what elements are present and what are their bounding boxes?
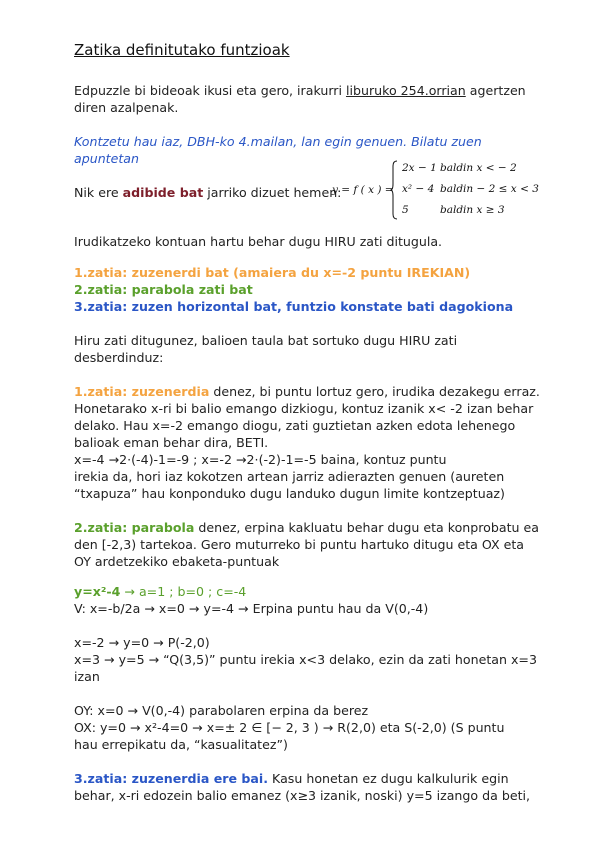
formula-row-3-cond: baldin x ≥ 3 bbox=[440, 204, 505, 216]
oy-intercept-line: OY: x=0 → V(0,-4) parabolaren erpina da berez bbox=[74, 703, 369, 718]
formula-row-1-expr: 2x − 1 bbox=[402, 162, 437, 174]
parabola-equation: y=x²-4 bbox=[74, 584, 121, 599]
example-text: Nik ere bbox=[74, 185, 123, 200]
textbook-link[interactable]: liburuko 254.orrian bbox=[345, 83, 466, 98]
vertex-line: V: x=-b/2a → x=0 → y=-4 → Erpina puntu hau da V(0,-4) bbox=[74, 601, 429, 616]
note-line1: Kontzetu hau iaz, DBH-ko 4.mailan, lan egin genuen. Bilatu zuen bbox=[74, 134, 482, 149]
part3-line2: behar, x-ri edozein balio emanez (x≥3 izanik, noski) y=5 izango da beti, bbox=[74, 788, 531, 803]
part-3-heading: 3.zatia: zuzen horizontal bat, funtzio konstate bati dagokiona bbox=[74, 299, 514, 314]
formula-row-3-expr: 5 bbox=[402, 204, 409, 216]
intro-line2: diren azalpenak. bbox=[74, 100, 179, 115]
part2-line2: den [-2,3) tartekoa. Gero muturreko bi puntu hartuko ditugu eta OX eta bbox=[74, 537, 525, 552]
part1-line1 bbox=[74, 383, 544, 400]
point-q-line2: izan bbox=[74, 669, 100, 684]
part1-line1-text: denez, bi puntu lortuz gero, irudika dezakegu erraz. bbox=[209, 384, 540, 399]
table-intro-line2: desberdinduz: bbox=[74, 350, 164, 365]
part3-label: 3.zatia: zuzenerdia ere bai. bbox=[74, 771, 269, 786]
part-2-heading: 2.zatia: parabola zati bat bbox=[74, 282, 253, 297]
page-title: Zatika definitutako funtzioak bbox=[74, 41, 290, 59]
part1-line3: delako. Hau x=-2 emango diogu, zati guztietan azken edota lehenego bbox=[74, 418, 516, 433]
part2-line3: OY ardetzekiko ebaketa-puntuak bbox=[74, 554, 280, 569]
part1-line7: “txapuza” hau konponduko dugu landuko dugun limite kontzeptuaz) bbox=[74, 486, 505, 501]
part2-label: 2.zatia: parabola bbox=[74, 520, 195, 535]
ox-intercept-line: OX: y=0 → x²-4=0 → x=± 2 ∈ [− 2, 3 ) → R(2,0) eta S(-2,0) (S puntu bbox=[74, 720, 505, 735]
part1-line4: balioak eman behar dira, BETI. bbox=[74, 435, 269, 450]
point-p-line: x=-2 → y=0 → P(-2,0) bbox=[74, 635, 210, 650]
part1-label: 1.zatia: zuzenerdia bbox=[74, 384, 210, 399]
point-q-line: x=3 → y=5 → “Q(3,5)” puntu irekia x<3 delako, ezin da zati honetan x=3 bbox=[74, 652, 537, 667]
part2-line1-text: denez, erpina kakluatu behar dugu eta konprobatu ea bbox=[194, 520, 539, 535]
formula-row-2-expr: x² − 4 bbox=[402, 183, 435, 195]
parabola-equation-line bbox=[74, 583, 544, 600]
part-1-heading: 1.zatia: zuzenerdi bat (amaiera du x=-2 puntu IREKIAN) bbox=[74, 265, 471, 280]
note-line2: apuntetan bbox=[74, 151, 139, 166]
brace-icon bbox=[390, 160, 398, 220]
table-intro-line1: Hiru zati ditugunez, balioen taula bat sortuko dugu HIRU zati bbox=[74, 333, 458, 348]
intro-text: Edpuzzle bi bideoak ikusi eta gero, irakurri bbox=[74, 83, 346, 98]
piecewise-formula bbox=[332, 160, 542, 222]
part3-line1-text: Kasu honetan ez dugu kalkulurik egin bbox=[268, 771, 509, 786]
ox-intercept-line2: hau errepikatu da, “kasualitatez”) bbox=[74, 737, 288, 752]
formula-row-1-cond: baldin x < − 2 bbox=[440, 162, 517, 174]
part1-line6: irekia da, hori iaz kokotzen artean jarriz adierazten genuen (aureten bbox=[74, 469, 505, 484]
part1-line5: x=-4 →2·(-4)-1=-9 ; x=-2 →2·(-2)-1=-5 baina, kontuz puntu bbox=[74, 452, 447, 467]
part3-line1 bbox=[74, 770, 544, 787]
three-parts-intro: Irudikatzeko kontuan hartu behar dugu HIRU zati ditugula. bbox=[74, 234, 443, 249]
intro-paragraph bbox=[74, 82, 544, 99]
parabola-coefficients: → a=1 ; b=0 ; c=-4 bbox=[120, 584, 247, 599]
example-highlight: adibide bat bbox=[122, 185, 204, 200]
part1-line2: Honetarako x-ri bi balio emango dizkiogu, kontuz izanik x< -2 izan behar bbox=[74, 401, 534, 416]
formula-lhs: y = f ( x ) = bbox=[332, 184, 394, 196]
formula-row-2-cond: baldin − 2 ≤ x < 3 bbox=[440, 183, 539, 195]
intro-text-end: agertzen bbox=[465, 83, 526, 98]
part2-line1 bbox=[74, 519, 544, 536]
example-text-end: jarriko dizuet hemen: bbox=[203, 185, 342, 200]
